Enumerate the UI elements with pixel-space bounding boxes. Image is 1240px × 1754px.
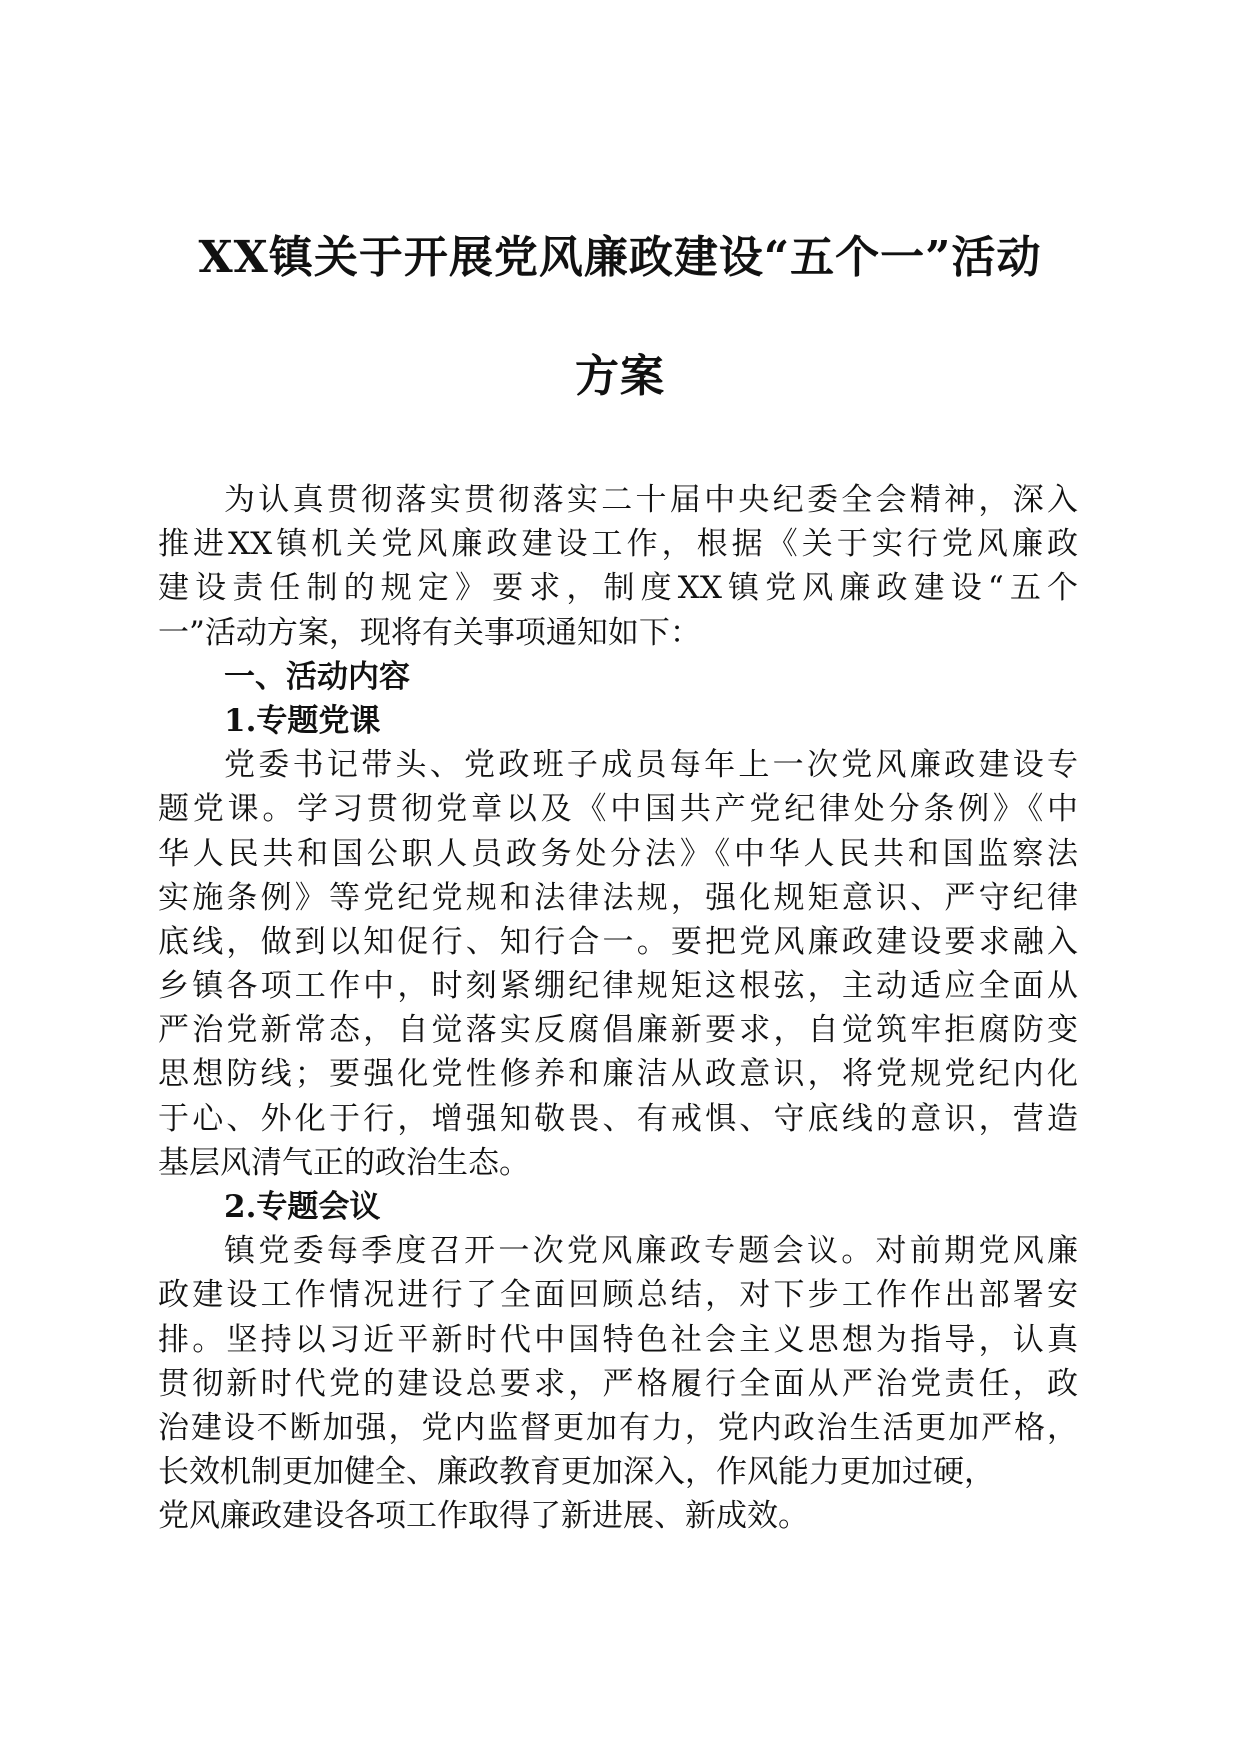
intro-line: 为认真贯彻落实贯彻落实二十届中央纪委全会精神，深入 [224,482,1078,518]
item2-line: 排。坚持以习近平新时代中国特色社会主义思想为指导，认真 [158,1321,1078,1358]
item1-line: 乡镇各项工作中，时刻紧绷纪律规矩这根弦，主动适应全面从 [158,968,1078,1005]
item1-line: 基层风清气正的政治生态。 [158,1144,530,1181]
item1-line: 底线，做到以知促行、知行合一。要把党风廉政建设要求融入 [158,923,1078,960]
item1-line: 于心、外化于行，增强知敬畏、有戒惧、守底线的意识，营造 [158,1100,1078,1137]
item2-line: 贯彻新时代党的建设总要求，严格履行全面从严治党责任，政 [158,1365,1078,1402]
item2-line: 党风廉政建设各项工作取得了新进展、新成效。 [158,1498,809,1535]
item2-line: 镇党委每季度召开一次党风廉政专题会议。对前期党风廉 [224,1233,1078,1270]
item1-line: 题党课。学习贯彻党章以及《中国共产党纪律处分条例》《中 [158,791,1078,828]
intro-line: 推进XX镇机关党风廉政建设工作，根据《关于实行党风廉政 [158,526,1078,563]
intro-line: 一”活动方案，现将有关事项通知如下： [158,614,701,651]
item1-line: 严治党新常态，自觉落实反腐倡廉新要求，自觉筑牢拒腐防变 [158,1012,1078,1049]
section-heading: 一、活动内容 [224,658,410,695]
item1-line: 党委书记带头、党政班子成员每年上一次党风廉政建设专 [224,747,1078,784]
item2-line: 长效机制更加健全、廉政教育更加深入，作风能力更加过硬， [158,1454,995,1491]
item1-line: 华人民共和国公职人员政务处分法》《中华人民共和国监察法 [158,835,1078,872]
item2-line: 政建设工作情况进行了全面回顾总结，对下步工作作出部署安 [158,1277,1078,1314]
item1-line: 思想防线；要强化党性修养和廉洁从政意识，将党规党纪内化 [158,1056,1078,1093]
document-title-line-1: XX镇关于开展党风廉政建设“五个一”活动 [198,232,1042,283]
intro-line: 建设责任制的规定》要求，制度XX镇党风廉政建设“五个 [158,570,1078,607]
item2-line: 治建设不断加强，党内监督更加有力，党内政治生活更加严格， [158,1409,1078,1446]
document-body [158,478,1078,1539]
item-heading: 1.专题党课 [224,702,381,739]
document-title-line-2: 方案 [575,351,665,402]
item1-line: 实施条例》等党纪党规和法律法规，强化规矩意识、严守纪律 [158,879,1078,916]
item-heading: 2.专题会议 [224,1189,381,1225]
